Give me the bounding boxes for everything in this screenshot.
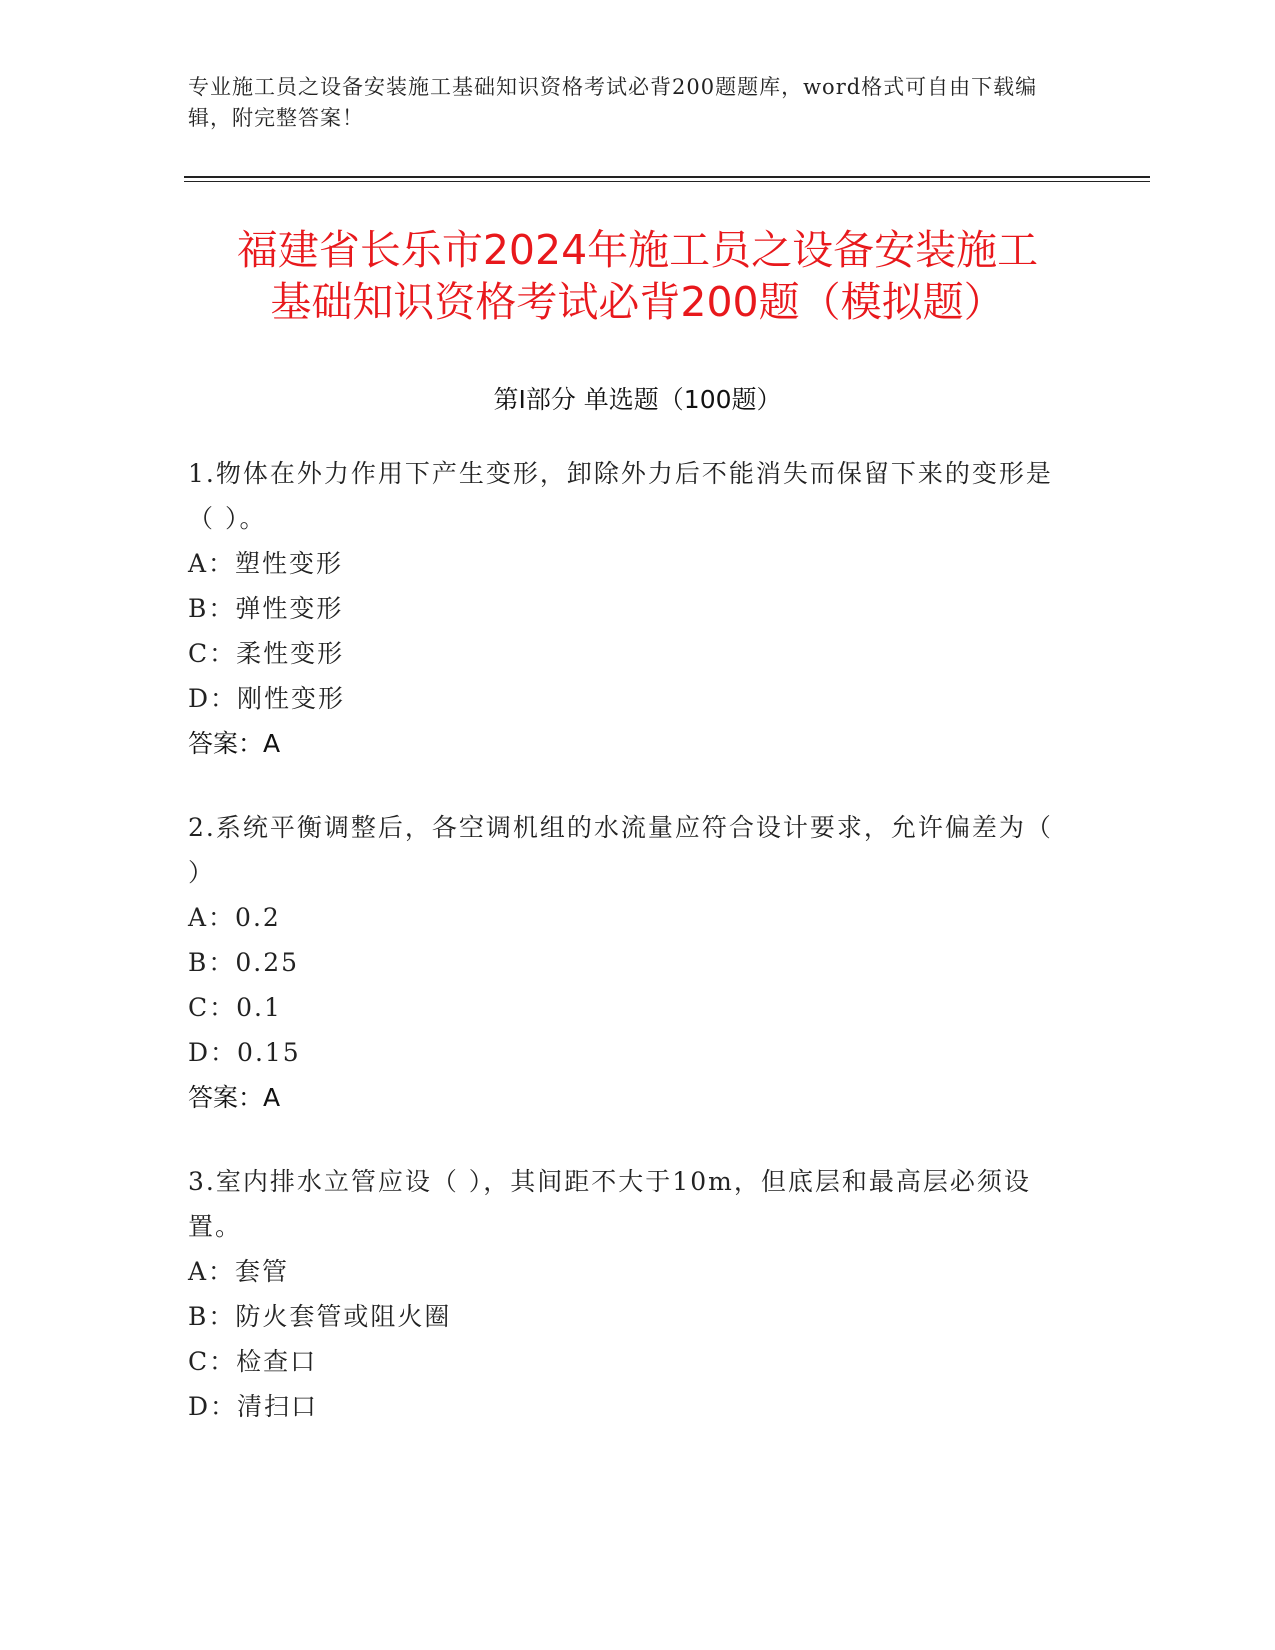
option-a: A：套管 xyxy=(188,1257,290,1286)
header-rule-thin xyxy=(184,181,1150,182)
option-c: C：检查口 xyxy=(188,1347,318,1376)
question-1 xyxy=(188,451,1068,766)
option-c: C：0.1 xyxy=(188,993,282,1022)
header-note: 专业施工员之设备安装施工基础知识资格考试必背200题题库，word格式可自由下载编辑，附完整答案！ xyxy=(188,75,1038,130)
option-a: A：0.2 xyxy=(188,903,281,932)
option-a: A：塑性变形 xyxy=(188,549,344,578)
option-d: D：清扫口 xyxy=(188,1392,319,1421)
question-3 xyxy=(188,1159,1068,1429)
question-stem: 1.物体在外力作用下产生变形，卸除外力后不能消失而保留下来的变形是（ ）。 xyxy=(188,459,1053,533)
question-stem: 3.室内排水立管应设（ ），其间距不大于10m，但底层和最高层必须设置。 xyxy=(188,1167,1031,1241)
question-stem: 2.系统平衡调整后，各空调机组的水流量应符合设计要求，允许偏差为（ ） xyxy=(188,813,1053,887)
option-b: B：防火套管或阻火圈 xyxy=(188,1302,452,1331)
question-2 xyxy=(188,805,1068,1120)
section-heading: 第Ⅰ部分 单选题（100题） xyxy=(493,385,782,414)
option-c: C：柔性变形 xyxy=(188,639,345,668)
option-d: D：刚性变形 xyxy=(188,684,346,713)
option-b: B：0.25 xyxy=(188,948,300,977)
document-title-line-1: 福建省长乐市2024年施工员之设备安装施工 xyxy=(236,226,1039,274)
answer: 答案：A xyxy=(188,1083,281,1112)
option-b: B：弹性变形 xyxy=(188,594,344,623)
header-rule-thick xyxy=(184,176,1150,178)
document-title-line-2: 基础知识资格考试必背200题（模拟题） xyxy=(270,278,1005,326)
option-d: D：0.15 xyxy=(188,1038,301,1067)
answer: 答案：A xyxy=(188,729,281,758)
document-title xyxy=(150,224,1125,328)
